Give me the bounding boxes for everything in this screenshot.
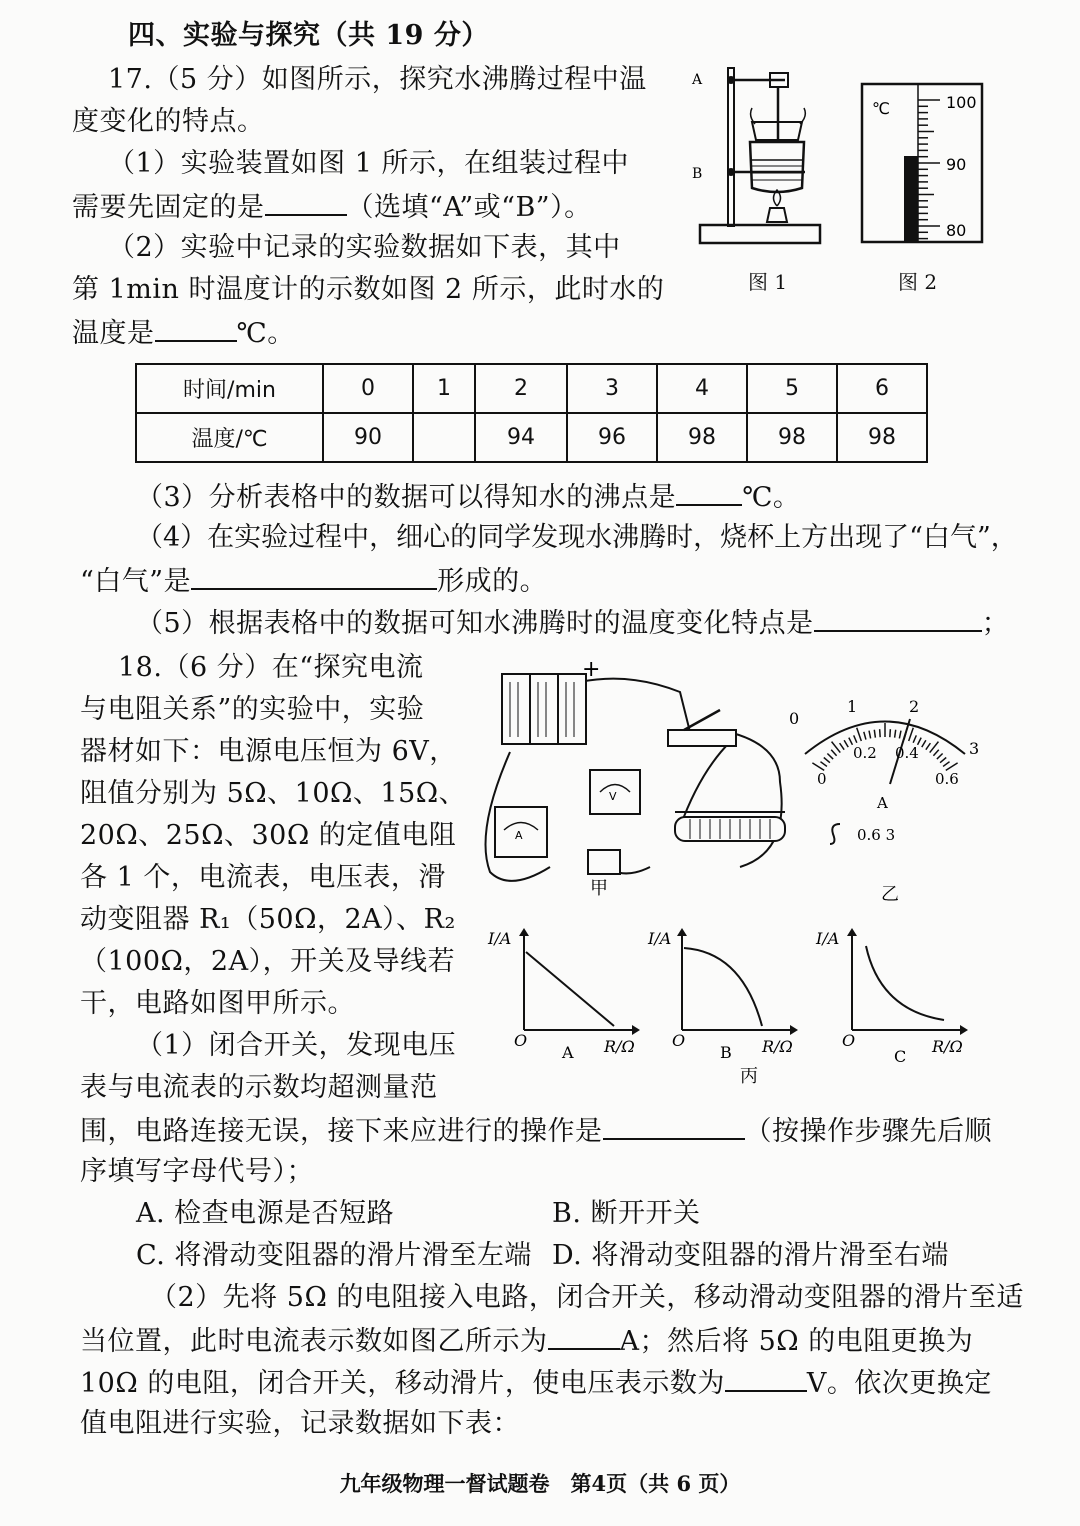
celsius-unit: ℃ xyxy=(872,99,890,118)
section-title: 四、实验与探究（共 19 分） xyxy=(128,20,489,51)
circuit-figure xyxy=(480,652,810,907)
q18-line: 器材如下：电源电压恒为 6V， xyxy=(80,736,457,767)
graph-a-origin: O xyxy=(514,1031,528,1050)
q18-line: （100Ω，2A），开关及导线若 xyxy=(80,946,456,977)
scale-90: 90 xyxy=(946,155,967,174)
boiling-apparatus-figure xyxy=(690,60,830,250)
thermometer-figure xyxy=(858,82,988,247)
q17-part4-line2: “白气”是 形成的。 xyxy=(80,562,547,600)
q17-part1-line2: 需要先固定的是 （选填“A”或“B”）。 xyxy=(72,188,592,226)
scale-80: 80 xyxy=(946,221,967,240)
ammeter-bottom-3: 0.6 xyxy=(935,770,959,788)
table-cell: 94 xyxy=(475,413,567,462)
answer-blank[interactable] xyxy=(155,314,237,342)
ammeter-bottom-2: 0.4 xyxy=(895,744,919,762)
answer-blank[interactable] xyxy=(548,1322,620,1350)
option-c: C. 将滑动变阻器的滑片滑至左端 xyxy=(136,1240,532,1271)
ammeter-bottom-0: 0 xyxy=(817,770,827,788)
table-cell: 98 xyxy=(657,413,747,462)
q18-part2-line2: 当位置，此时电流表示数如图乙所示为 A；然后将 5Ω 的电阻更换为 xyxy=(80,1322,973,1360)
answer-blank[interactable] xyxy=(814,604,982,632)
ammeter-bottom-1: 0.2 xyxy=(853,744,877,762)
q18-line: 20Ω、25Ω、30Ω 的定值电阻 xyxy=(80,820,457,851)
option-b: B. 断开开关 xyxy=(552,1198,701,1229)
answer-blank[interactable] xyxy=(603,1112,745,1140)
q18-line: 动变阻器 R₁（50Ω，2A）、R₂ xyxy=(80,904,456,935)
graph-c xyxy=(847,928,968,1035)
q18-line: 表与电流表的示数均超测量范 xyxy=(80,1072,438,1103)
label-b: B xyxy=(692,166,703,182)
graph-a xyxy=(519,928,640,1035)
table-cell: 2 xyxy=(475,364,567,413)
graph-b-letter: B xyxy=(720,1043,732,1062)
table-cell: 5 xyxy=(747,364,837,413)
fig-yi-caption: 乙 xyxy=(881,884,899,904)
q18-line: 18.（6 分）在“探究电流 xyxy=(118,652,424,683)
i-r-graphs xyxy=(480,922,990,1092)
answer-blank[interactable] xyxy=(676,478,742,506)
table-row xyxy=(136,413,927,462)
fig-jia-caption: 甲 xyxy=(590,878,608,899)
ammeter-terminals: 0.6 3 xyxy=(857,826,896,844)
temperature-table xyxy=(135,363,928,463)
ammeter-figure xyxy=(785,694,985,904)
graph-b-xlabel: R/Ω xyxy=(762,1037,793,1056)
graph-b-ylabel: I/A xyxy=(648,929,672,948)
q18-line-12: 围，电路连接无误，接下来应进行的操作是 （按操作步骤先后顺 xyxy=(80,1112,992,1150)
q18-line: 与电阻关系”的实验中，实验 xyxy=(80,694,425,725)
graph-c-xlabel: R/Ω xyxy=(932,1037,963,1056)
q18-line: 干，电路如图甲所示。 xyxy=(80,988,355,1019)
q18-part2-line3: 10Ω 的电阻，闭合开关，移动滑片，使电压表示数为 V。依次更换定 xyxy=(80,1364,992,1402)
graph-curve xyxy=(684,948,762,1026)
q18-part2-line1: （2）先将 5Ω 的电阻接入电路，闭合开关，移动滑动变阻器的滑片至适 xyxy=(150,1282,1024,1313)
graph-c-origin: O xyxy=(842,1031,856,1050)
ammeter-top-2: 2 xyxy=(909,697,920,716)
graph-b xyxy=(677,928,798,1035)
q17-part2-line3: 温度是 ℃。 xyxy=(72,314,295,352)
q17-part2-line2: 第 1min 时温度计的示数如图 2 所示，此时水的 xyxy=(72,274,665,305)
table-cell: 98 xyxy=(837,413,927,462)
ammeter-unit: A xyxy=(877,794,888,812)
fig-bing-caption: 丙 xyxy=(740,1066,758,1087)
table-cell: 1 xyxy=(413,364,475,413)
table-cell: 0 xyxy=(323,364,413,413)
q17-part1-line1: （1）实验装置如图 1 所示，在组装过程中 xyxy=(108,148,630,179)
q18-line: （1）闭合开关，发现电压 xyxy=(136,1030,457,1061)
q17-part3: （3）分析表格中的数据可以得知水的沸点是 ℃。 xyxy=(136,478,800,516)
answer-blank[interactable] xyxy=(191,562,437,590)
q18-line: 各 1 个，电流表，电压表，滑 xyxy=(80,862,446,893)
table-cell: 时间/min xyxy=(136,364,323,413)
ammeter-top-1: 1 xyxy=(847,697,858,716)
table-cell: 4 xyxy=(657,364,747,413)
fig1-caption: 图 1 xyxy=(748,270,788,294)
graph-c-letter: C xyxy=(894,1047,907,1066)
fig2-caption: 图 2 xyxy=(898,270,938,294)
answer-blank[interactable] xyxy=(265,188,347,216)
option-a: A. 检查电源是否短路 xyxy=(136,1198,395,1229)
graph-a-xlabel: R/Ω xyxy=(604,1037,635,1056)
graph-b-origin: O xyxy=(672,1031,686,1050)
graph-c-ylabel: I/A xyxy=(816,929,840,948)
q17-part4-line1: （4）在实验过程中，细心的同学发现水沸腾时，烧杯上方出现了“白气”， xyxy=(136,522,1018,553)
q18-part2-line4: 值电阻进行实验，记录数据如下表： xyxy=(80,1408,520,1439)
option-d: D. 将滑动变阻器的滑片滑至右端 xyxy=(552,1240,949,1271)
graph-curve xyxy=(526,952,614,1026)
table-cell: 96 xyxy=(567,413,657,462)
label-a: A xyxy=(692,72,703,88)
answer-blank[interactable] xyxy=(725,1364,807,1392)
table-cell xyxy=(413,413,475,462)
plus-sign: + xyxy=(582,657,601,682)
table-cell: 98 xyxy=(747,413,837,462)
table-cell: 温度/℃ xyxy=(136,413,323,462)
graph-curve xyxy=(866,946,944,1020)
q17-line2: 度变化的特点。 xyxy=(72,106,265,137)
q18-line: 阻值分别为 5Ω、10Ω、15Ω、 xyxy=(80,778,467,809)
ammeter-top-3: 3 xyxy=(969,739,980,758)
ammeter-top-0: 0 xyxy=(789,709,800,728)
svg-text:V: V xyxy=(609,790,617,803)
scale-100: 100 xyxy=(946,93,977,112)
table-row xyxy=(136,364,927,413)
q17-part5: （5）根据表格中的数据可知水沸腾时的温度变化特点是 ； xyxy=(136,604,1009,642)
graph-a-ylabel: I/A xyxy=(488,929,512,948)
page-footer: 九年级物理一督试题卷 第4页（共 6 页） xyxy=(339,1471,741,1496)
graph-a-letter: A xyxy=(562,1043,574,1062)
table-cell: 90 xyxy=(323,413,413,462)
q17-part2-line1: （2）实验中记录的实验数据如下表，其中 xyxy=(108,232,621,263)
table-cell: 6 xyxy=(837,364,927,413)
table-cell: 3 xyxy=(567,364,657,413)
q17-line1: 17.（5 分）如图所示，探究水沸腾过程中温 xyxy=(108,64,647,95)
svg-text:A: A xyxy=(515,829,523,842)
q18-line-13: 序填写字母代号）； xyxy=(80,1156,314,1187)
